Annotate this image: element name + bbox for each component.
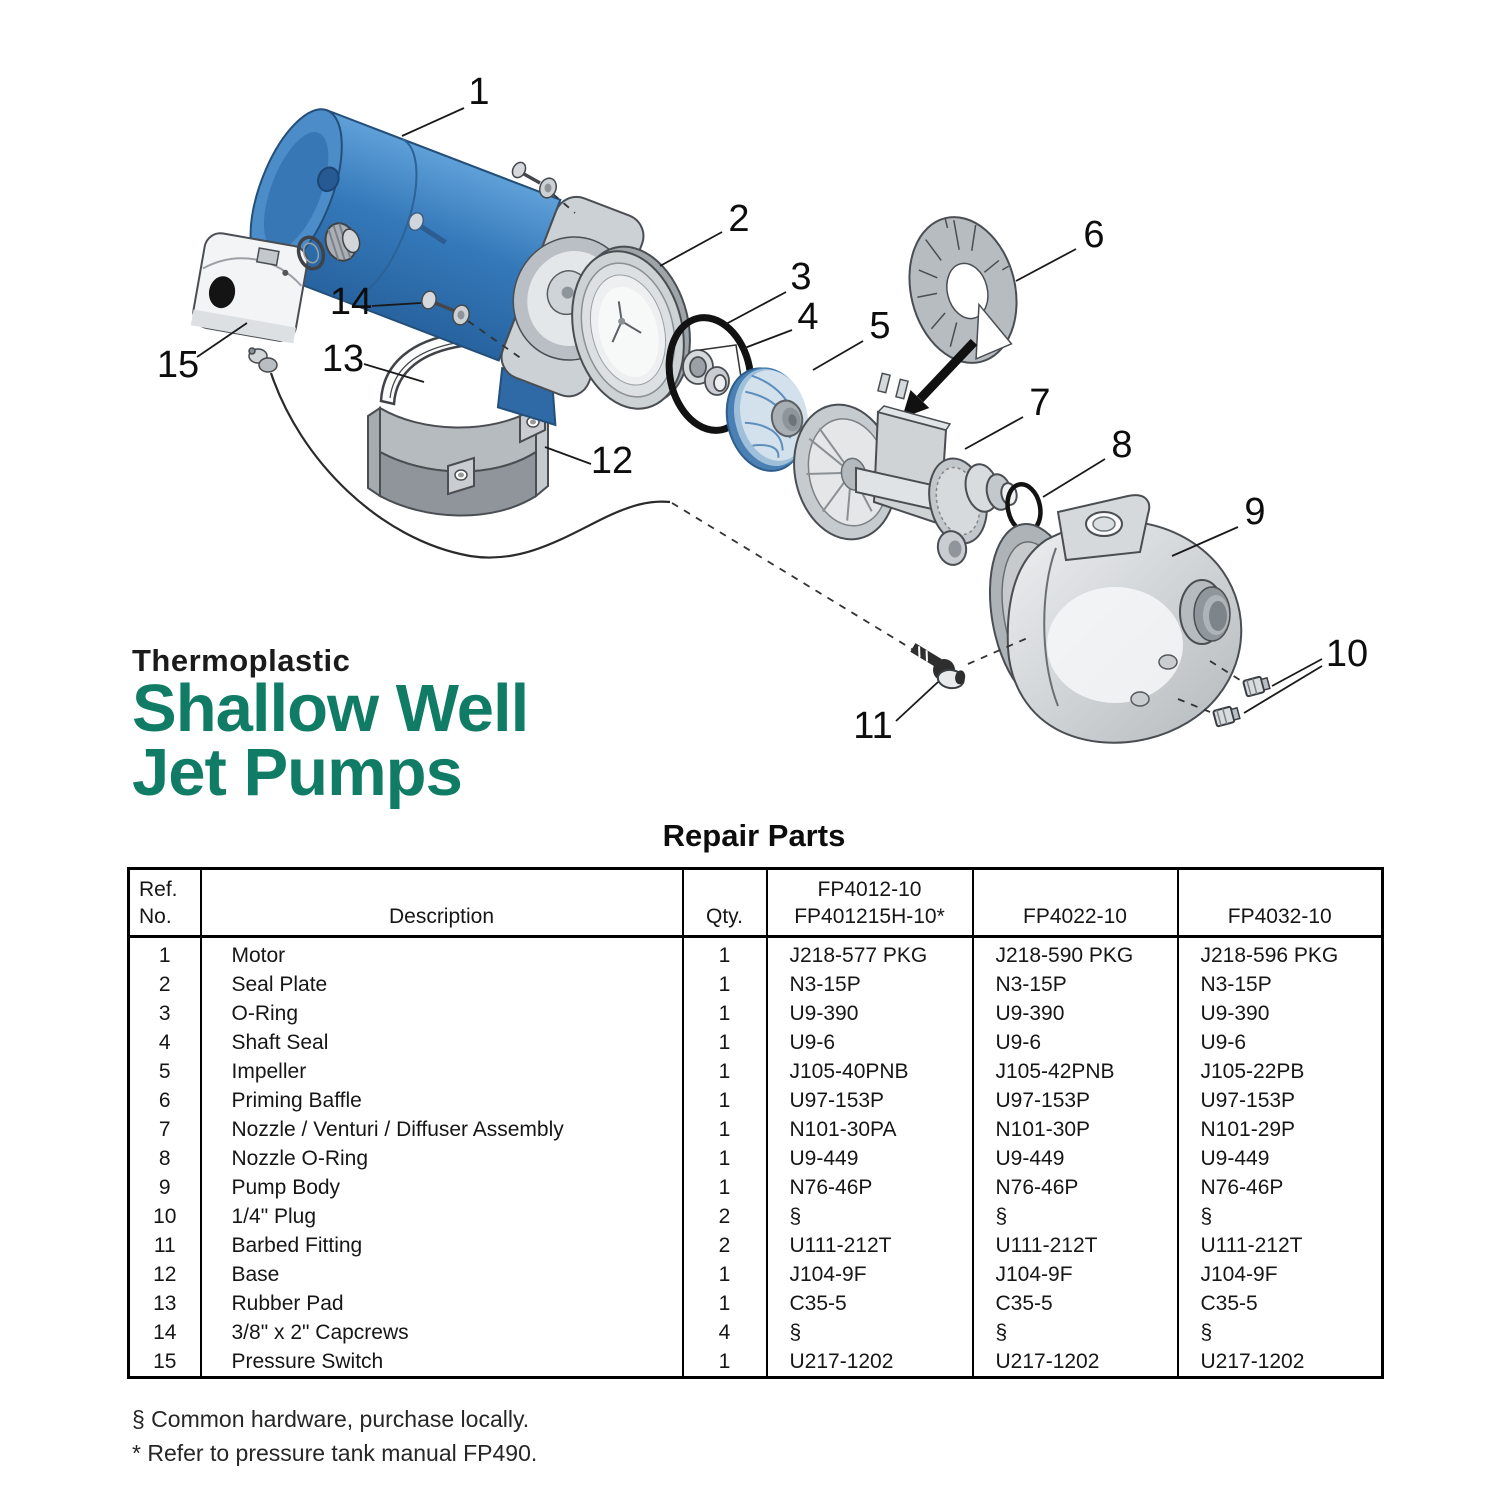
pressure-switch-illustration: [191, 231, 310, 344]
repair-parts-table: [127, 867, 1384, 1379]
table-cell: 1: [683, 937, 767, 971]
table-cell: 15: [153, 1350, 177, 1373]
table-cell: 7: [158, 1118, 171, 1141]
table-cell: 6: [158, 1089, 171, 1112]
table-cell: 1/4" Plug: [201, 1202, 683, 1231]
callout-6: 6: [1083, 214, 1105, 256]
table-cell: J105-40PNB: [767, 1057, 973, 1086]
table-header: [129, 869, 1383, 937]
table-cell: U9-449: [973, 1144, 1178, 1173]
table-row: [129, 1086, 1383, 1115]
table-cell: 4: [158, 1031, 171, 1054]
table-cell: N76-46P: [973, 1173, 1178, 1202]
table-cell: 8: [158, 1147, 171, 1170]
table-cell: Priming Baffle: [201, 1086, 683, 1115]
table-cell: N101-30PA: [767, 1115, 973, 1144]
table-cell: U9-390: [973, 999, 1178, 1028]
table-cell: 1: [683, 1057, 767, 1086]
table-cell: U111-212T: [973, 1231, 1178, 1260]
table-cell: J104-9F: [1178, 1260, 1383, 1289]
table-cell: N101-29P: [1178, 1115, 1383, 1144]
table-cell: N76-46P: [1178, 1173, 1383, 1202]
table-cell: Nozzle O-Ring: [201, 1144, 683, 1173]
table-cell: U9-6: [767, 1028, 973, 1057]
title-line-2: Jet Pumps: [132, 735, 462, 810]
table-row: [129, 1318, 1383, 1347]
callout-15: 15: [156, 344, 200, 386]
callout-3: 3: [790, 256, 812, 298]
table-cell: Shaft Seal: [201, 1028, 683, 1057]
table-cell: U217-1202: [1178, 1347, 1383, 1378]
table-cell: Rubber Pad: [201, 1289, 683, 1318]
table-cell: 1: [683, 1086, 767, 1115]
table-cell: §: [1178, 1202, 1383, 1231]
table-cell: §: [973, 1202, 1178, 1231]
wire-clamp: [249, 348, 277, 372]
table-cell: 4: [683, 1318, 767, 1347]
header-description: Description: [201, 869, 683, 937]
table-cell: N76-46P: [767, 1173, 973, 1202]
table-cell: §: [767, 1318, 973, 1347]
table-cell: 1: [683, 1144, 767, 1173]
table-cell: U217-1202: [767, 1347, 973, 1378]
table-cell: 1: [683, 1028, 767, 1057]
table-cell: 1: [683, 1260, 767, 1289]
table-cell: 1: [158, 944, 171, 967]
title-line-1: Shallow Well: [132, 671, 529, 746]
callout-11: 11: [853, 705, 893, 747]
nozzle-venturi-diffuser-illustration: [782, 373, 1019, 567]
table-cell: C35-5: [1178, 1289, 1383, 1318]
title-block: [132, 643, 529, 810]
table-row: [129, 1289, 1383, 1318]
table-cell: 2: [158, 973, 171, 996]
callout-2: 2: [728, 198, 750, 240]
table-cell: Pump Body: [201, 1173, 683, 1202]
table-cell: N101-30P: [973, 1115, 1178, 1144]
table-cell: J218-596 PKG: [1178, 937, 1383, 971]
table-cell: Motor: [201, 937, 683, 971]
table-cell: U9-449: [1178, 1144, 1383, 1173]
callout-8: 8: [1111, 424, 1133, 466]
table-container: [127, 867, 1384, 1379]
table-cell: 1: [683, 1289, 767, 1318]
table-cell: 5: [158, 1060, 171, 1083]
section-title: Repair Parts: [662, 818, 846, 853]
table-cell: §: [973, 1318, 1178, 1347]
table-cell: Base: [201, 1260, 683, 1289]
table-row: [129, 1115, 1383, 1144]
callout-12: 12: [590, 440, 634, 482]
table-row: [129, 970, 1383, 999]
table-cell: U111-212T: [767, 1231, 973, 1260]
header-ref-line2: No.: [139, 905, 172, 928]
table-cell: 1: [683, 999, 767, 1028]
table-cell: 1: [683, 1173, 767, 1202]
table-cell: N3-15P: [973, 970, 1178, 999]
table-row: [129, 937, 1383, 971]
table-cell: 3: [158, 1002, 171, 1025]
table-cell: U97-153P: [973, 1086, 1178, 1115]
table-cell: 14: [153, 1321, 177, 1344]
table-cell: 1: [683, 970, 767, 999]
table-cell: 3/8" x 2" Capcrews: [201, 1318, 683, 1347]
parts-table-body: [129, 937, 1383, 1378]
pump-body-illustration: [977, 495, 1242, 743]
header-row: [129, 869, 1383, 937]
table-cell: J105-22PB: [1178, 1057, 1383, 1086]
table-cell: J104-9F: [973, 1260, 1178, 1289]
table-cell: Barbed Fitting: [201, 1231, 683, 1260]
table-cell: 11: [153, 1234, 176, 1257]
header-model1-line1: FP4012-10: [817, 878, 922, 901]
table-cell: 1: [683, 1115, 767, 1144]
table-row: [129, 1231, 1383, 1260]
rubber-pad-illustration: [381, 334, 462, 404]
table-cell: U111-212T: [1178, 1231, 1383, 1260]
header-model-fp4032: FP4032-10: [1178, 869, 1383, 937]
table-row: [129, 1028, 1383, 1057]
callout-1: 1: [468, 71, 490, 113]
table-cell: 13: [153, 1292, 177, 1315]
callout-4: 4: [797, 296, 819, 338]
table-cell: 2: [683, 1202, 767, 1231]
callout-7: 7: [1029, 382, 1051, 424]
callout-9: 9: [1244, 491, 1266, 533]
header-ref-line1: Ref.: [139, 878, 178, 901]
table-cell: J104-9F: [767, 1260, 973, 1289]
table-cell: C35-5: [973, 1289, 1178, 1318]
table-cell: N3-15P: [1178, 970, 1383, 999]
callout-5: 5: [869, 305, 891, 347]
table-cell: 2: [683, 1231, 767, 1260]
callout-14: 14: [329, 281, 373, 323]
table-cell: J218-577 PKG: [767, 937, 973, 971]
table-cell: Impeller: [201, 1057, 683, 1086]
header-qty: Qty.: [683, 869, 767, 937]
table-cell: Nozzle / Venturi / Diffuser Assembly: [201, 1115, 683, 1144]
base-illustration: [368, 404, 548, 516]
table-cell: §: [1178, 1318, 1383, 1347]
table-cell: C35-5: [767, 1289, 973, 1318]
table-cell: U9-6: [1178, 1028, 1383, 1057]
table-row: [129, 999, 1383, 1028]
table-cell: O-Ring: [201, 999, 683, 1028]
header-model-fp4022: FP4022-10: [973, 869, 1178, 937]
table-cell: J105-42PNB: [973, 1057, 1178, 1086]
insertion-arrow: [902, 342, 974, 418]
table-cell: U9-390: [1178, 999, 1383, 1028]
table-cell: J218-590 PKG: [973, 937, 1178, 971]
table-row: [129, 1144, 1383, 1173]
table-row: [129, 1347, 1383, 1378]
table-cell: U9-390: [767, 999, 973, 1028]
table-cell: §: [767, 1202, 973, 1231]
header-model1-line2: FP401215H-10*: [794, 905, 945, 928]
table-cell: 10: [153, 1205, 177, 1228]
footnotes: [132, 1402, 537, 1470]
callout-13: 13: [321, 338, 365, 380]
footnote-common-hardware: § Common hardware, purchase locally.: [132, 1406, 530, 1432]
table-row: [129, 1202, 1383, 1231]
footnote-tank-manual: * Refer to pressure tank manual FP490.: [132, 1440, 538, 1466]
header-model-fp4012: [767, 869, 973, 937]
table-cell: N3-15P: [767, 970, 973, 999]
table-cell: U217-1202: [973, 1347, 1178, 1378]
table-cell: 12: [153, 1263, 177, 1286]
table-cell: U9-449: [767, 1144, 973, 1173]
table-cell: U97-153P: [767, 1086, 973, 1115]
table-cell: 9: [158, 1176, 171, 1199]
header-ref-no: [129, 869, 201, 937]
table-cell: Pressure Switch: [201, 1347, 683, 1378]
table-cell: U9-6: [973, 1028, 1178, 1057]
table-row: [129, 1260, 1383, 1289]
table-cell: U97-153P: [1178, 1086, 1383, 1115]
title-kicker: Thermoplastic: [132, 643, 351, 678]
table-row: [129, 1173, 1383, 1202]
callout-10: 10: [1325, 633, 1369, 675]
table-cell: 1: [683, 1347, 767, 1378]
table-cell: Seal Plate: [201, 970, 683, 999]
table-row: [129, 1057, 1383, 1086]
